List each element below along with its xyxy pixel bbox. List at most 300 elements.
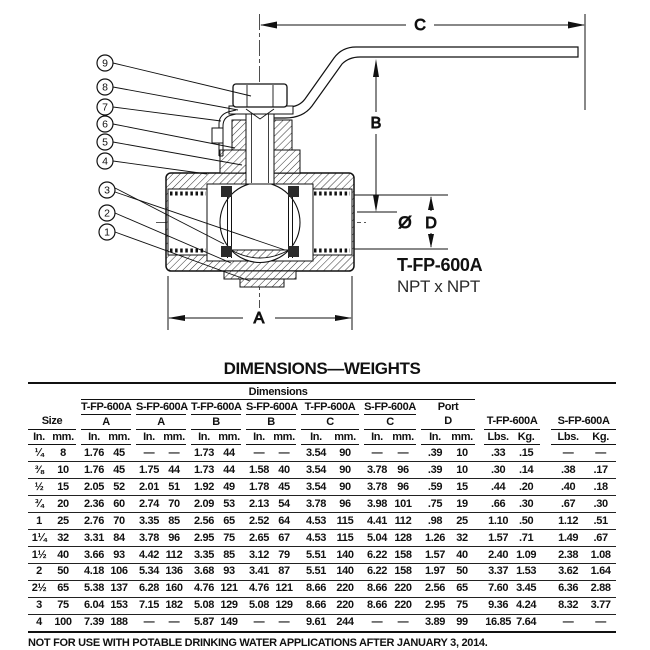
dimensions-weights-table	[28, 385, 616, 633]
table-spacer	[475, 445, 484, 462]
table-cell: 1.73	[193, 446, 214, 459]
diameter-symbol: Ø	[398, 213, 412, 232]
table-cell: 5.51	[305, 548, 326, 561]
table-cell: 75	[57, 599, 69, 612]
table-cell: 1.76	[83, 463, 104, 476]
table-row	[28, 512, 616, 529]
table-cell: 15	[57, 480, 69, 493]
callout-7	[97, 99, 113, 115]
table-cell: —	[595, 446, 606, 459]
table-cell: .30	[518, 497, 534, 510]
table-cell: .18	[593, 480, 608, 493]
header-row-models	[28, 400, 616, 415]
table-cell: 3	[36, 599, 42, 612]
table-row	[28, 478, 616, 495]
table-cell: .38	[560, 463, 576, 476]
table-cell: 2.56	[193, 514, 214, 527]
callout-balloons	[97, 55, 115, 240]
unit-mm: mm.	[108, 430, 130, 443]
table-cell: 3.78	[138, 531, 159, 544]
unit-mm: mm.	[273, 430, 295, 443]
table-spacer	[475, 529, 484, 546]
table-cell: 3.78	[305, 497, 326, 510]
svg-text:4: 4	[102, 155, 108, 168]
svg-text:2: 2	[104, 207, 110, 220]
valve-handle	[263, 47, 578, 118]
model-t-header: T-FP-600A	[191, 400, 242, 413]
table-cell: 15	[456, 480, 468, 493]
table-cell: 1.78	[248, 480, 269, 493]
table-cell: 4.53	[305, 514, 326, 527]
table-cell: 87	[278, 565, 290, 578]
table-cell: 60	[113, 497, 125, 510]
table-title: DIMENSIONS—WEIGHTS	[223, 359, 421, 378]
dim-c-header: C	[364, 415, 416, 430]
svg-text:8: 8	[102, 81, 108, 94]
table-row	[28, 580, 616, 597]
dim-c-label: C	[414, 17, 426, 34]
table-cell: —	[143, 616, 155, 629]
table-cell: 1.58	[248, 463, 269, 476]
unit-in: In.	[191, 430, 217, 445]
table-cell: 158	[394, 565, 412, 578]
table-cell: 1.12	[558, 514, 579, 527]
table-spacer	[475, 614, 484, 631]
unit-in: In.	[28, 430, 50, 445]
table-cell: 3.54	[305, 480, 326, 493]
table-cell: 84	[113, 531, 125, 544]
table-cell: 44	[223, 446, 235, 459]
table-cell: 99	[456, 616, 468, 629]
dim-b-label: B	[370, 115, 382, 132]
table-spacer	[540, 614, 551, 631]
table-cell: 1.09	[516, 548, 537, 561]
table-cell: 9.36	[488, 599, 509, 612]
weight-t-header: T-FP-600A	[484, 415, 540, 430]
table-cell: 2	[36, 565, 42, 578]
unit-lbs: Lbs.	[551, 430, 585, 445]
table-cell: .33	[490, 446, 506, 459]
callout-3	[99, 182, 115, 198]
table-cell: 128	[394, 531, 412, 544]
callout-1	[99, 224, 115, 240]
table-cell: .75	[427, 497, 443, 510]
unit-in: In.	[136, 430, 162, 445]
table-cell: 8.66	[305, 582, 326, 595]
table-cell: 2.74	[138, 497, 159, 510]
table-cell: 75	[456, 599, 468, 612]
unit-lbs: Lbs.	[484, 430, 512, 445]
table-cell: 3.12	[248, 548, 269, 561]
unit-mm: mm.	[163, 430, 185, 443]
table-cell: 93	[113, 548, 125, 561]
unit-in: In.	[301, 430, 331, 445]
table-cell: 49	[223, 480, 235, 493]
unit-in: In.	[246, 430, 272, 445]
table-cell: 1	[36, 514, 42, 527]
table-cell: 2.01	[138, 480, 159, 493]
table-cell: 90	[339, 480, 351, 493]
table-cell: 6.22	[366, 548, 387, 561]
table-spacer	[540, 512, 551, 529]
table-cell: 7.39	[83, 616, 104, 629]
dim-b	[357, 59, 397, 212]
table-cell: 244	[336, 616, 354, 629]
table-cell: ¾	[34, 497, 44, 510]
table-cell: 160	[165, 582, 183, 595]
dim-d-label: D	[425, 215, 437, 232]
table-cell: .98	[427, 514, 443, 527]
unit-mm: mm.	[331, 430, 359, 445]
table-cell: 3.89	[424, 616, 445, 629]
svg-text:1: 1	[104, 226, 110, 239]
table-cell: 2.52	[248, 514, 269, 527]
table-cell: .50	[518, 514, 534, 527]
table-cell: 64	[278, 514, 290, 527]
table-cell: —	[278, 446, 290, 459]
table-spacer	[540, 529, 551, 546]
table-cell: 50	[456, 565, 468, 578]
table-row	[28, 563, 616, 580]
table-cell: 5.87	[193, 616, 214, 629]
table-cell: 3.68	[193, 565, 214, 578]
table-cell: 137	[110, 582, 128, 595]
table-cell: 3.98	[366, 497, 387, 510]
table-spacer	[475, 580, 484, 597]
table-cell: —	[168, 446, 180, 459]
table-cell: 67	[278, 531, 290, 544]
table-cell: —	[278, 616, 290, 629]
table-cell: 5.34	[138, 565, 159, 578]
table-cell: 1.97	[424, 565, 445, 578]
table-cell: 3.35	[193, 548, 214, 561]
header-row-letters	[28, 415, 616, 430]
table-cell: 112	[165, 548, 183, 561]
table-cell: 220	[394, 599, 412, 612]
table-cell: 115	[336, 531, 354, 544]
svg-text:7: 7	[102, 101, 108, 114]
table-cell: .14	[518, 463, 534, 476]
dim-a-header: A	[81, 415, 131, 430]
table-cell: 3.62	[558, 565, 579, 578]
table-cell: 96	[397, 480, 409, 493]
table-cell: 8	[60, 446, 66, 459]
table-cell: 3.77	[590, 599, 611, 612]
table-cell: 79	[278, 548, 290, 561]
table-row	[28, 461, 616, 478]
table-cell: .59	[427, 480, 443, 493]
header-row-dimensions	[28, 385, 616, 400]
table-cell: —	[397, 446, 409, 459]
svg-text:3: 3	[104, 184, 110, 197]
table-cell: 2.40	[488, 548, 509, 561]
table-cell: 1.26	[424, 531, 445, 544]
unit-mm: mm.	[390, 430, 416, 445]
dim-d-header: D	[421, 415, 475, 430]
table-cell: .67	[593, 531, 608, 544]
table-header	[28, 385, 616, 445]
table-cell: 140	[336, 565, 354, 578]
dim-a-label: A	[253, 310, 265, 327]
model-s-header: S-FP-600A	[136, 400, 188, 413]
dim-d	[354, 195, 448, 249]
table-cell: 4.41	[366, 514, 387, 527]
table-cell: 40	[57, 548, 69, 561]
table-cell: .71	[518, 531, 534, 544]
table-cell: .39	[427, 463, 443, 476]
table-cell: 2.76	[83, 514, 104, 527]
table-spacer	[540, 580, 551, 597]
table-spacer	[540, 597, 551, 614]
table-cell: 90	[339, 446, 351, 459]
table-cell: .15	[518, 446, 534, 459]
table-cell: 6.36	[558, 582, 579, 595]
table-cell: 96	[168, 531, 180, 544]
table-cell: .40	[560, 480, 576, 493]
table-cell: 140	[336, 548, 354, 561]
table-cell: 5.51	[305, 565, 326, 578]
table-cell: 50	[57, 565, 69, 578]
callout-5	[97, 134, 113, 150]
table-cell: 32	[456, 531, 468, 544]
table-top-rule	[28, 382, 616, 384]
table-cell: 1.76	[83, 446, 104, 459]
table-cell: 5.04	[366, 531, 387, 544]
table-cell: 45	[113, 446, 125, 459]
table-cell: .30	[490, 463, 506, 476]
table-cell: 53	[223, 497, 235, 510]
table-cell: 2½	[31, 582, 47, 595]
table-cell: 3.54	[305, 446, 326, 459]
table-cell: 9.61	[305, 616, 326, 629]
callout-4	[97, 153, 113, 169]
stem-assembly	[212, 84, 300, 184]
callout-2	[99, 205, 115, 221]
table-cell: 75	[223, 531, 235, 544]
table-cell: 121	[220, 582, 238, 595]
table-cell: 1.49	[558, 531, 579, 544]
dim-b-header: B	[246, 415, 296, 430]
table-cell: —	[595, 616, 606, 629]
table-cell: 101	[394, 497, 412, 510]
table-cell: 1.73	[193, 463, 214, 476]
table-row	[28, 445, 616, 462]
table-cell: —	[562, 446, 574, 459]
table-cell: 1.53	[516, 565, 537, 578]
table-spacer	[475, 461, 484, 478]
table-cell: 54	[278, 497, 290, 510]
table-cell: 85	[223, 548, 235, 561]
table-cell: 1.64	[590, 565, 611, 578]
table-cell: 4	[36, 616, 42, 629]
dimensions-table	[28, 359, 616, 649]
table-cell: 129	[220, 599, 238, 612]
dim-a-header: A	[136, 415, 186, 430]
table-cell: 1¼	[31, 531, 47, 544]
table-cell: 10	[456, 463, 468, 476]
svg-text:9: 9	[102, 57, 108, 70]
table-cell: 4.42	[138, 548, 159, 561]
table-cell: 1.75	[138, 463, 159, 476]
table-cell: 5.08	[193, 599, 214, 612]
table-cell: 5.08	[248, 599, 269, 612]
table-cell: 19	[456, 497, 468, 510]
table-cell: 44	[168, 463, 180, 476]
unit-mm: mm.	[218, 430, 240, 443]
table-cell: 136	[165, 565, 183, 578]
table-cell: 25	[456, 514, 468, 527]
table-cell: 40	[456, 548, 468, 561]
table-cell: .39	[427, 446, 443, 459]
table-cell: 6.04	[83, 599, 104, 612]
table-spacer	[475, 563, 484, 580]
table-cell: 96	[339, 497, 351, 510]
table-cell: 70	[168, 497, 180, 510]
table-cell: 4.76	[248, 582, 269, 595]
table-cell: 100	[54, 616, 72, 629]
table-cell: 121	[275, 582, 293, 595]
table-spacer	[540, 445, 551, 462]
model-s-header: S-FP-600A	[246, 400, 298, 413]
table-cell: 7.64	[516, 616, 537, 629]
table-cell: —	[397, 616, 409, 629]
svg-text:6: 6	[102, 118, 108, 131]
table-cell: 3.78	[366, 463, 387, 476]
table-cell: 8.32	[558, 599, 579, 612]
table-cell: 1½	[31, 548, 47, 561]
dim-b-header: B	[191, 415, 241, 430]
table-cell: 8.66	[366, 582, 387, 595]
table-cell: 8.66	[305, 599, 326, 612]
table-spacer	[540, 461, 551, 478]
table-cell: 65	[223, 514, 235, 527]
table-cell: 4.24	[516, 599, 537, 612]
table-cell: —	[371, 446, 383, 459]
table-body	[28, 445, 616, 632]
table-spacer	[540, 563, 551, 580]
table-cell: 5.38	[83, 582, 104, 595]
callout-6	[97, 116, 113, 132]
table-cell: 2.05	[83, 480, 104, 493]
table-cell: 20	[57, 497, 69, 510]
table-cell: —	[371, 616, 383, 629]
table-cell: 65	[456, 582, 468, 595]
table-cell: 220	[336, 582, 354, 595]
table-cell: .30	[593, 497, 608, 510]
table-cell: 4.53	[305, 531, 326, 544]
table-cell: —	[253, 446, 265, 459]
table-cell: 2.09	[193, 497, 214, 510]
dimensions-span-label: Dimensions	[81, 385, 475, 400]
valve-body	[166, 173, 354, 287]
table-cell: 2.56	[424, 582, 445, 595]
table-cell: 7.60	[488, 582, 509, 595]
size-header: Size	[28, 415, 76, 430]
table-cell: 90	[339, 463, 351, 476]
unit-kg: Kg.	[585, 430, 616, 445]
table-cell: 1.57	[488, 531, 509, 544]
table-cell: 2.38	[558, 548, 579, 561]
table-cell: 4.18	[83, 565, 104, 578]
table-cell: 7.15	[138, 599, 159, 612]
table-cell: 2.65	[248, 531, 269, 544]
table-cell: 2.88	[590, 582, 611, 595]
table-cell: 2.95	[193, 531, 214, 544]
table-cell: ½	[34, 480, 44, 493]
table-cell: —	[562, 616, 574, 629]
table-spacer	[540, 546, 551, 563]
table-cell: 52	[113, 480, 125, 493]
table-cell: 10	[456, 446, 468, 459]
table-cell: 45	[113, 463, 125, 476]
table-row	[28, 495, 616, 512]
callout-9	[97, 55, 113, 71]
model-t-header: T-FP-600A	[301, 400, 359, 415]
table-cell: .67	[560, 497, 576, 510]
unit-kg: Kg.	[512, 430, 540, 445]
table-cell: 10	[57, 463, 69, 476]
table-spacer	[475, 512, 484, 529]
table-cell: 1.92	[193, 480, 214, 493]
table-cell: 3.66	[83, 548, 104, 561]
table-spacer	[540, 478, 551, 495]
table-cell: 106	[110, 565, 128, 578]
table-cell: 115	[336, 514, 354, 527]
table-cell: 112	[394, 514, 412, 527]
header-row-units	[28, 430, 616, 445]
table-cell: 129	[275, 599, 293, 612]
connection-label: NPT x NPT	[397, 277, 480, 296]
table-row	[28, 597, 616, 614]
table-row	[28, 529, 616, 546]
model-t-header: T-FP-600A	[81, 400, 132, 413]
table-cell: 158	[394, 548, 412, 561]
table-cell: 2.13	[248, 497, 269, 510]
table-cell: 70	[113, 514, 125, 527]
table-row	[28, 546, 616, 563]
table-cell: —	[143, 446, 155, 459]
unit-in: In.	[364, 430, 390, 445]
table-spacer	[475, 495, 484, 512]
weight-s-header: S-FP-600A	[551, 415, 616, 430]
unit-in: In.	[421, 430, 449, 445]
table-cell: 4.76	[193, 582, 214, 595]
table-spacer	[540, 495, 551, 512]
table-cell: .51	[593, 514, 608, 527]
table-cell: 16.85	[485, 616, 511, 629]
table-cell: —	[253, 616, 265, 629]
table-cell: 182	[165, 599, 183, 612]
table-cell: 3.41	[248, 565, 269, 578]
table-cell: 220	[336, 599, 354, 612]
table-cell: 1.10	[488, 514, 509, 527]
unit-mm: mm.	[50, 430, 76, 445]
table-cell: 3.31	[83, 531, 104, 544]
table-cell: .17	[593, 463, 608, 476]
table-cell: ¼	[34, 446, 44, 459]
table-cell: 40	[278, 463, 290, 476]
table-cell: 3.78	[366, 480, 387, 493]
table-cell: 8.66	[366, 599, 387, 612]
dim-c-header: C	[301, 415, 359, 430]
svg-text:5: 5	[102, 136, 108, 149]
table-cell: 65	[57, 582, 69, 595]
port-header: Port	[437, 400, 459, 413]
callout-8	[97, 79, 113, 95]
hex-nut	[233, 84, 287, 107]
table-cell: 45	[278, 480, 290, 493]
table-cell: .44	[490, 480, 506, 493]
